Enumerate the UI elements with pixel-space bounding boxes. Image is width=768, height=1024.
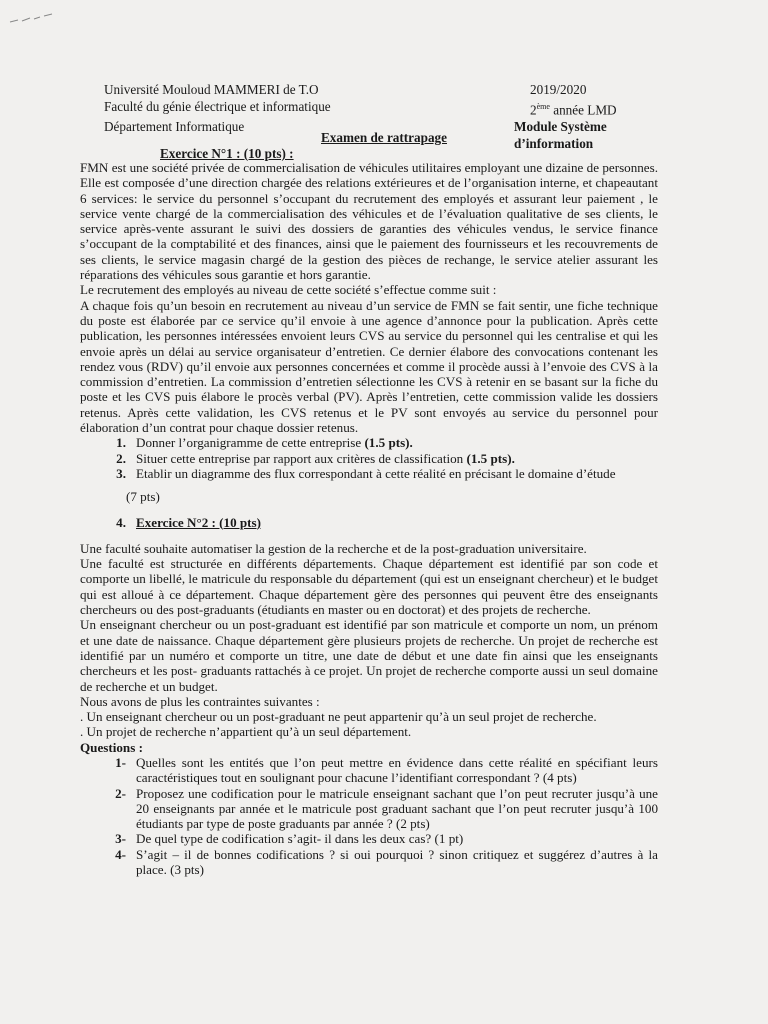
scan-mark-icon [8, 12, 56, 26]
ex1-question-2: 2. Situer cette entreprise par rapport aux critères de classification (1.5 pts). [116, 450, 515, 466]
ex2-paragraph: Une faculté souhaite automatiser la gestion de la recherche et de la post-graduation universitaire. [80, 540, 587, 556]
faculty-name: Faculté du génie électrique et informatique [104, 99, 331, 114]
ex2-question-2: 2- Proposez une codification pour le matricule enseignant sachant que l’on peut recruter jusqu’à une 20 enseignants par année et le matricule post graduant sachant que l’on peut recruter jusqu’à 100 étudiants par type de poste graduants par année ? (2 pts) [115, 785, 658, 832]
ex1-paragraph: Le recrutement des employés au niveau de cette société s’effectue comme suit : [80, 282, 497, 298]
ex2-question-1: 1- Quelles sont les entités que l’on peut mettre en évidence dans cette réalité en spécifiant leurs caractéristiques tout en soulignant pour chacune l’identifiant correspondant ? (4 pts) [115, 754, 658, 786]
exercise-2-title: 4. Exercice N°2 : (10 pts) [116, 514, 261, 530]
ex1-paragraph: FMN est une société privée de commercialisation de véhicules utilitaires employant une dizaine de personnes. Elle est composée d’une direction chargée des relations extérieures et de l’organisation interne, et chapeautant 6 services: le service du personnel s’occupant du recrutement des employés et assurant leur paiement , le service vente chargé de la commercialisation des véhicules et de l’évaluation qualitative de ses clients, le service après-vente assurant le suivi des dossiers de garanties des véhicules vendus, le service finance s’occupant de la comptabilité et des finances, ainsi que le paiement des fournisseurs et les recouvrements de ses clients, le service magasin chargé de la gestion des pièces de rechange, le service atelier assurant les réparations des véhicules sous garantie et hors garantie. [80, 160, 658, 283]
questions-label: Questions : [80, 739, 143, 755]
academic-year: 2019/2020 [530, 82, 587, 97]
study-level: 2ème année LMD [530, 102, 617, 118]
constraint-item: . Un enseignant chercheur ou un post-graduant ne peut appartenir qu’à un seul projet de recherche. [80, 709, 597, 725]
ex1-question-3-points: (7 pts) [126, 489, 160, 505]
university-name: Université Mouloud MAMMERI de T.O [104, 82, 319, 97]
ex2-question-3: 3- De quel type de codification s’agit- il dans les deux cas? (1 pt) [115, 831, 464, 847]
ex2-paragraph: Nous avons de plus les contraintes suivantes : [80, 693, 320, 709]
ex2-paragraph: Une faculté est structurée en différents départements. Chaque département est identifié par son code et comporte un libellé, le matricule du responsable du département (qui est un enseignant chercheur) et le budget qui est alloué à ce département. Chaque département gère des personnes qui peuvent être des enseignants chercheurs ou des post-graduants (étudiants en master ou en doctorat) et des projets de recherche. [80, 556, 658, 618]
constraint-item: . Un projet de recherche n’appartient qu’à un seul département. [80, 724, 412, 740]
ex2-question-4: 4- S’agit – il de bonnes codifications ? si oui pourquoi ? sinon critiquez et suggérez d’autres à la place. (3 pts) [115, 846, 658, 878]
ex2-paragraph: Un enseignant chercheur ou un post-graduant est identifié par son matricule et comporte un nom, un prénom et une date de naissance. Chaque département gère plusieurs projets de recherche. Un projet de recherche est identifié par un numéro et comporte un titre, une date de début et une date fin ainsi que les enseignants chercheurs et les post- graduants rattachés à ce projet. Un projet de recherche comporte aussi un seul domaine de recherche et un budget. [80, 617, 658, 694]
exercise-1-title: Exercice N°1 : (10 pts) : [160, 146, 294, 161]
ex1-question-3: 3. Etablir un diagramme des flux correspondant à cette réalité en précisant le domaine d’étude [116, 465, 616, 481]
ex1-paragraph: A chaque fois qu’un besoin en recrutement au niveau d’un service de FMN se fait sentir, une fiche technique du poste est élaborée par ce service qu’il envoie à une agence d’annonce pour la publication. Après cette publication, les personnes intéressées envoient leurs CVS au service du personnel qui les centralise et qui les envoie après un délai au service organisateur d’entretien. Ce dernier élabore des convocations contenant les rendez vous (RDV) qu’il envoie aux personnes concernées et comme il procède aussi à l’envoie des CVS à la commission d’entretien. La commission d’entretien sélectionne les CVS à retenir en se basant sur la fiche du poste et les CVS puis élabore le procès verbal (PV). Après l’entretien, cette commission valide les dossiers retenus. Après cette validation, les CVS retenus et le PV sont envoyés au service du personnel pour élaboration d’un contrat pour chaque dossier retenus. [80, 297, 658, 436]
ex1-question-1: 1. Donner l’organigramme de cette entreprise (1.5 pts). [116, 435, 413, 451]
exam-title: Examen de rattrapage [321, 130, 447, 145]
department-name: Département Informatique [104, 119, 245, 135]
exam-body [80, 160, 658, 877]
module-name: Module Système d’information [514, 119, 607, 152]
